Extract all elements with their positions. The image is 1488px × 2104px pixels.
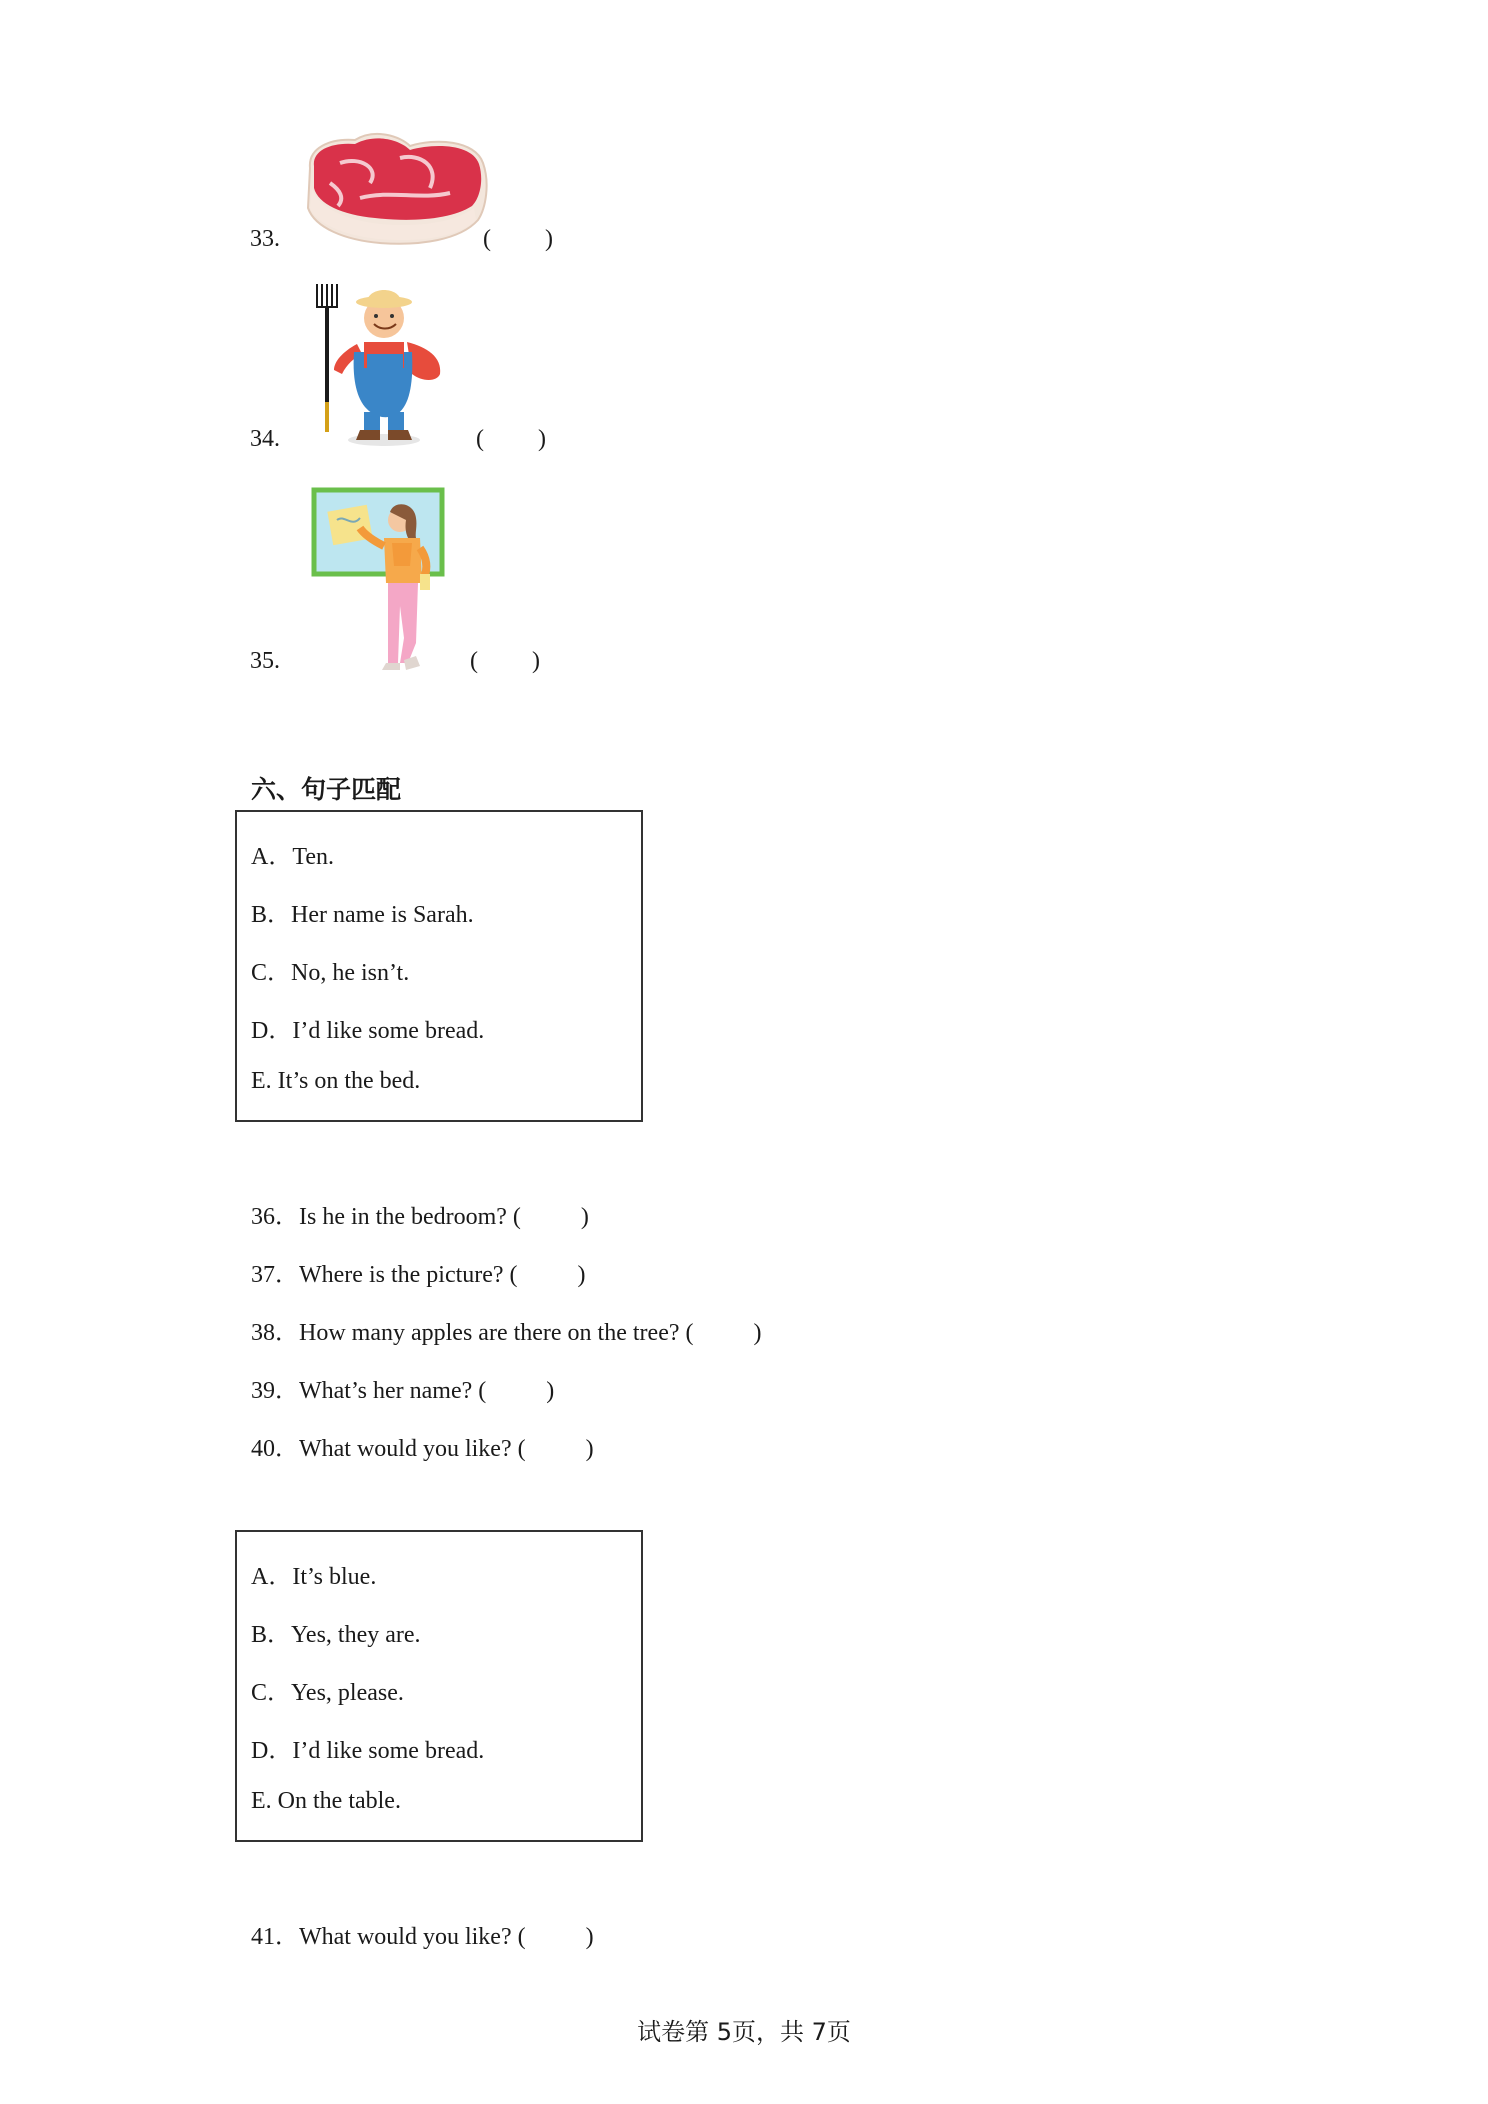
options-box-2 — [235, 1530, 643, 1842]
option-e: E. On the table. — [251, 1788, 401, 1814]
option-d: D．I’d like some bread. — [251, 1018, 485, 1044]
steak-icon — [300, 128, 490, 250]
option-b: B．Her name is Sarah. — [251, 902, 474, 928]
answer-blank: ( ) — [476, 426, 546, 452]
farmer-icon — [312, 282, 452, 447]
question-number: 35. — [250, 648, 280, 674]
option-c: C．No, he isn’t. — [251, 960, 410, 986]
answer-blank: ( ) — [483, 226, 553, 252]
option-c: C．Yes, please. — [251, 1680, 404, 1706]
question-number: 34. — [250, 426, 280, 452]
question-40: 40．What would you like? ( ) — [251, 1436, 594, 1462]
option-b: B．Yes, they are. — [251, 1622, 421, 1648]
question-39: 39．What’s her name? ( ) — [251, 1378, 555, 1404]
question-38: 38．How many apples are there on the tree? ( ) — [251, 1320, 762, 1346]
option-a: A．It’s blue. — [251, 1564, 377, 1590]
answer-blank: ( ) — [470, 648, 540, 674]
section-title: 六、句子匹配 — [251, 775, 402, 804]
option-d: D．I’d like some bread. — [251, 1738, 485, 1764]
page-footer: 试卷第 5页，共 7页 — [637, 2018, 851, 2046]
question-37: 37．Where is the picture? ( ) — [251, 1262, 586, 1288]
question-number: 33. — [250, 226, 280, 252]
question-36: 36．Is he in the bedroom? ( ) — [251, 1204, 589, 1230]
option-e: E. It’s on the bed. — [251, 1068, 421, 1094]
option-a: A．Ten. — [251, 844, 334, 870]
question-41: 41．What would you like? ( ) — [251, 1924, 594, 1950]
girl-cleaning-window-icon — [312, 488, 447, 673]
options-box-1 — [235, 810, 643, 1122]
